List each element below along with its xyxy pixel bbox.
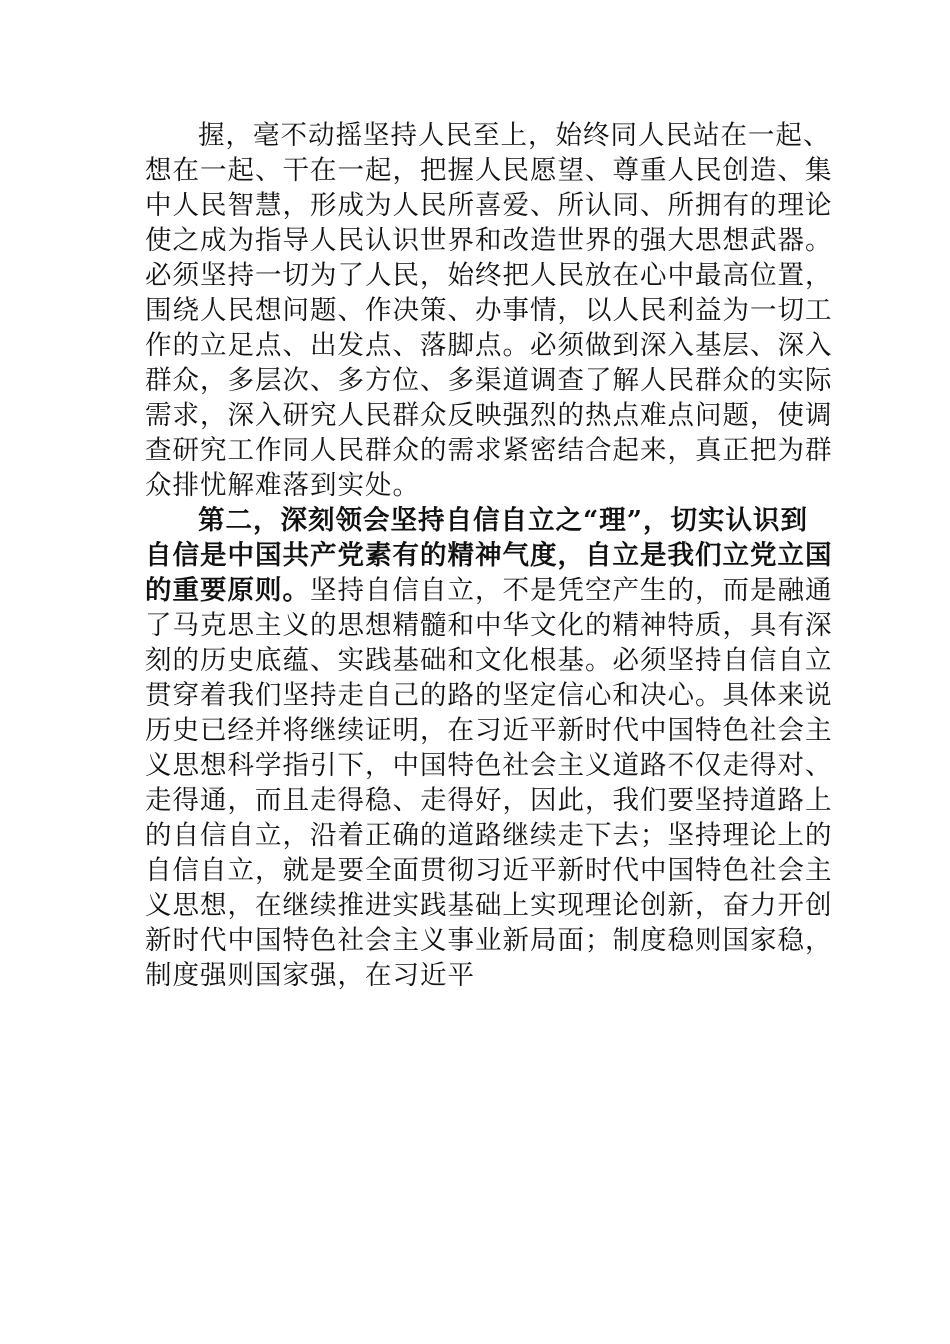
text-line: 想在一起、干在一起，把握人民愿望、尊重人民创造、集 <box>145 155 833 186</box>
bold-heading-end: 的重要原则。 <box>145 575 310 606</box>
text-line: 必须坚持一切为了人民，始终把人民放在心中最高位置， <box>145 260 833 291</box>
bold-heading-line: 自信是中国共产党素有的精神气度，自立是我们立党立国 <box>145 540 833 571</box>
mixed-line <box>145 573 833 608</box>
text-line: 义思想科学指引下，中国特色社会主义道路不仅走得对、 <box>145 750 833 781</box>
text-line: 查研究工作同人民群众的需求紧密结合起来，真正把为群 <box>145 435 833 466</box>
text-line: 了马克思主义的思想精髓和中华文化的精神特质，具有深 <box>145 610 833 641</box>
text-line: 自信自立，就是要全面贯彻习近平新时代中国特色社会主 <box>145 855 833 886</box>
text-line: 使之成为指导人民认识世界和改造世界的强大思想武器。 <box>145 225 833 256</box>
text-line: 中人民智慧，形成为人民所喜爱、所认同、所拥有的理论 <box>145 190 833 221</box>
bold-heading-line: 第二，深刻领会坚持自信自立之“理”，切实认识到 <box>198 505 808 536</box>
text-line: 需求，深入研究人民群众反映强烈的热点难点问题，使调 <box>145 400 833 431</box>
text-line: 围绕人民想问题、作决策、办事情，以人民利益为一切工 <box>145 295 833 326</box>
text-line: 走得通，而且走得稳、走得好，因此，我们要坚持道路上 <box>145 785 833 816</box>
text-line: 制度强则国家强，在习近平 <box>145 960 475 991</box>
text-line: 作的立足点、出发点、落脚点。必须做到深入基层、深入 <box>145 330 833 361</box>
text-line: 义思想，在继续推进实践基础上实现理论创新，奋力开创 <box>145 890 833 921</box>
text-line: 历史已经并将继续证明，在习近平新时代中国特色社会主 <box>145 715 833 746</box>
text-line: 的自信自立，沿着正确的道路继续走下去；坚持理论上的 <box>145 820 833 851</box>
text-span: 坚持自信自立，不是凭空产生的，而是融通 <box>310 575 833 606</box>
text-line: 众排忧解难落到实处。 <box>145 470 420 501</box>
paragraph-1 <box>145 118 833 503</box>
text-line: 贯穿着我们坚持走自己的路的坚定信心和决心。具体来说 <box>145 680 833 711</box>
paragraph-2 <box>145 503 833 993</box>
text-line: 新时代中国特色社会主义事业新局面；制度稳则国家稳， <box>145 925 833 956</box>
text-line: 群众，多层次、多方位、多渠道调查了解人民群众的实际 <box>145 365 833 396</box>
text-line: 刻的历史底蕴、实践基础和文化根基。必须坚持自信自立 <box>145 645 833 676</box>
text-line: 握，毫不动摇坚持人民至上，始终同人民站在一起、 <box>198 120 831 151</box>
